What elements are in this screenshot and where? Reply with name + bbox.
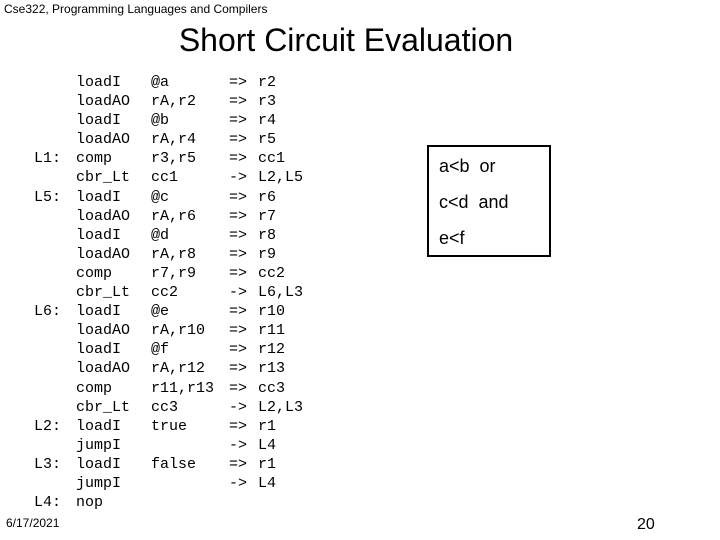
code-op: loadI xyxy=(76,455,122,473)
code-args: false xyxy=(151,455,197,473)
condition-note-box xyxy=(427,145,551,257)
code-arrow: => xyxy=(229,93,248,111)
slide-title: Short Circuit Evaluation xyxy=(178,22,514,58)
code-op: jumpI xyxy=(76,436,122,454)
code-arrow: => xyxy=(229,264,248,282)
code-arrow: -> xyxy=(229,398,248,416)
code-args: @d xyxy=(151,226,170,244)
note-line: c<d and xyxy=(439,192,509,212)
code-op: loadI xyxy=(76,188,122,206)
code-dest: r9 xyxy=(258,245,277,263)
code-dest: L4 xyxy=(258,474,277,492)
code-op: loadAO xyxy=(76,322,131,340)
code-arrow: -> xyxy=(229,169,248,187)
code-args: r3,r5 xyxy=(151,150,197,168)
code-op: comp xyxy=(76,379,113,397)
code-dest: L2,L5 xyxy=(258,169,304,187)
code-dest: r3 xyxy=(258,93,277,111)
code-arrow: -> xyxy=(229,474,248,492)
code-dest: r6 xyxy=(258,188,277,206)
note-line: a<b or xyxy=(439,156,496,176)
code-arrow: => xyxy=(229,455,248,473)
code-args: true xyxy=(151,417,188,435)
code-dest: r11 xyxy=(258,322,286,340)
code-args: rA,r10 xyxy=(151,322,206,340)
code-op: nop xyxy=(76,494,104,512)
code-op: loadI xyxy=(76,112,122,130)
code-op: jumpI xyxy=(76,474,122,492)
code-op: cbr_Lt xyxy=(76,169,131,187)
code-op: cbr_Lt xyxy=(76,284,131,302)
code-op: loadI xyxy=(76,341,122,359)
code-args: r7,r9 xyxy=(151,264,197,282)
code-args: r11,r13 xyxy=(151,379,215,397)
code-arrow: => xyxy=(229,188,248,206)
code-op: loadAO xyxy=(76,93,131,111)
code-arrow: => xyxy=(229,379,248,397)
code-dest: L6,L3 xyxy=(258,284,304,302)
code-dest: r8 xyxy=(258,226,277,244)
code-dest: r2 xyxy=(258,74,277,91)
code-arrow: -> xyxy=(229,436,248,454)
code-args: cc1 xyxy=(151,169,179,187)
code-dest: r12 xyxy=(258,341,286,359)
code-label: L4: xyxy=(34,494,62,512)
code-op: comp xyxy=(76,264,113,282)
code-args: @e xyxy=(151,303,170,321)
code-label: L2: xyxy=(34,417,62,435)
code-dest: r13 xyxy=(258,360,286,378)
code-args: cc2 xyxy=(151,284,179,302)
slide-date: 6/17/2021 xyxy=(6,516,60,530)
code-op: loadAO xyxy=(76,131,131,149)
code-args: rA,r8 xyxy=(151,245,197,263)
code-op: loadI xyxy=(76,74,122,91)
code-dest: r10 xyxy=(258,303,286,321)
code-dest: r1 xyxy=(258,417,277,435)
code-arrow: -> xyxy=(229,284,248,302)
code-arrow: => xyxy=(229,341,248,359)
code-dest: r4 xyxy=(258,112,277,130)
page-number: 20 xyxy=(637,516,655,533)
code-op: cbr_Lt xyxy=(76,398,131,416)
code-dest: L2,L3 xyxy=(258,398,304,416)
code-dest: r1 xyxy=(258,455,277,473)
course-header: Cse322, Programming Languages and Compilers xyxy=(4,2,268,16)
code-dest: r7 xyxy=(258,207,277,225)
code-arrow: => xyxy=(229,112,248,130)
code-dest: L4 xyxy=(258,436,277,454)
code-dest: r5 xyxy=(258,131,277,149)
code-arrow: => xyxy=(229,226,248,244)
note-line: e<f xyxy=(439,228,465,248)
code-args: @b xyxy=(151,112,170,130)
code-arrow: => xyxy=(229,74,248,91)
code-op: loadI xyxy=(76,303,122,321)
code-arrow: => xyxy=(229,131,248,149)
code-args: rA,r12 xyxy=(151,360,206,378)
code-args: @a xyxy=(151,74,170,91)
code-arrow: => xyxy=(229,207,248,225)
code-dest: cc3 xyxy=(258,379,286,397)
code-label: L5: xyxy=(34,188,62,206)
code-label: L3: xyxy=(34,455,62,473)
code-op: loadAO xyxy=(76,245,131,263)
code-op: comp xyxy=(76,150,113,168)
code-args: @f xyxy=(151,341,170,359)
code-op: loadI xyxy=(76,417,122,435)
code-dest: cc2 xyxy=(258,264,286,282)
code-args: cc3 xyxy=(151,398,179,416)
code-arrow: => xyxy=(229,303,248,321)
code-args: rA,r4 xyxy=(151,131,197,149)
code-arrow: => xyxy=(229,360,248,378)
code-args: @c xyxy=(151,188,170,206)
code-op: loadAO xyxy=(76,360,131,378)
code-args: rA,r2 xyxy=(151,93,197,111)
code-label: L6: xyxy=(34,303,62,321)
code-label: L1: xyxy=(34,150,62,168)
code-args: rA,r6 xyxy=(151,207,197,225)
code-arrow: => xyxy=(229,245,248,263)
code-arrow: => xyxy=(229,417,248,435)
code-dest: cc1 xyxy=(258,150,286,168)
code-op: loadI xyxy=(76,226,122,244)
code-arrow: => xyxy=(229,150,248,168)
code-arrow: => xyxy=(229,322,248,340)
code-op: loadAO xyxy=(76,207,131,225)
